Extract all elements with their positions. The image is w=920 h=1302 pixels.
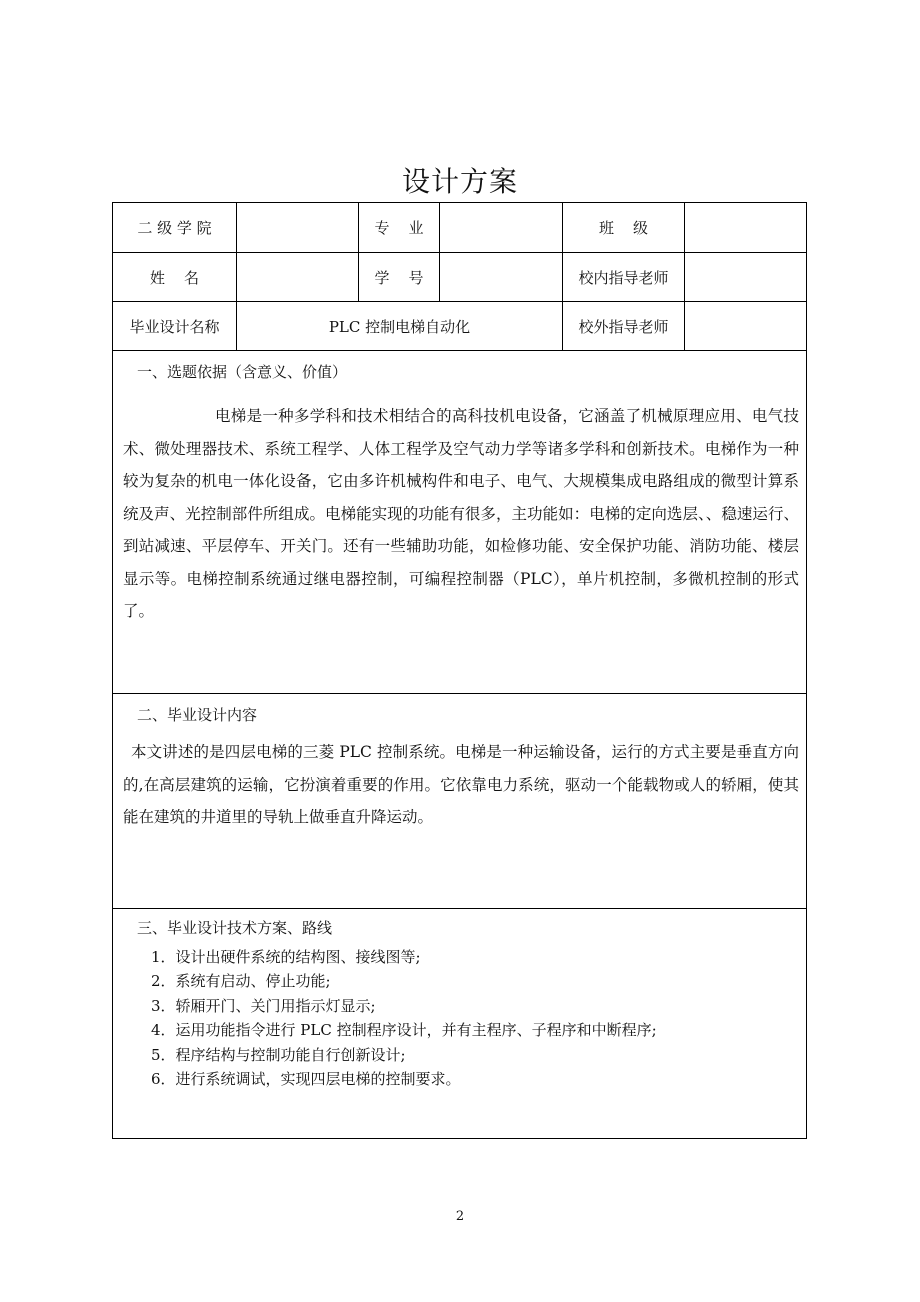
external-advisor-field[interactable] — [685, 302, 807, 350]
document-title: 设计方案 — [401, 165, 518, 198]
list-item: 3．轿厢开门、关门用指示灯显示; — [151, 996, 376, 1015]
internal-advisor-label: 校内指导老师 — [578, 268, 669, 287]
list-item: 6．进行系统调试，实现四层电梯的控制要求。 — [151, 1070, 461, 1089]
basis-heading: 一、选题依据（含意义、价值） — [137, 363, 348, 381]
major-field[interactable] — [440, 203, 562, 252]
plan-section — [113, 909, 806, 1138]
student-id-field[interactable] — [440, 253, 562, 301]
external-advisor-label: 校外指导老师 — [578, 317, 669, 336]
project-name-label: 毕业设计名称 — [129, 317, 220, 336]
internal-advisor-field[interactable] — [685, 253, 807, 301]
page-number: 2 — [455, 1209, 465, 1224]
content-body: 本文讲述的是四层电梯的三菱 PLC 控制系统。电梯是一种运输设备，运行的方式主要是垂直方向的,在高层建筑的运输，它扮演着重要的作用。它依靠电力系统，驱动一个能载物或人的轿厢，使其能在建筑的井道里的导轨上做垂直升降运动。 — [123, 743, 799, 826]
college-field[interactable] — [237, 203, 358, 252]
list-item: 5．程序结构与控制功能自行创新设计; — [151, 1045, 406, 1064]
content-heading: 二、毕业设计内容 — [137, 706, 258, 724]
basis-body: 电梯是一种多学科和技术相结合的高科技机电设备，它涵盖了机械原理应用、电气技术、微处理器技术、系统工程学、人体工程学及空气动力学等诸多学科和创新技术。电梯作为一种较为复杂的机电一体化设备，它由多许机械构件和电子、电气、大规模集成电路组成的微型计算系统及声、光控制部件所组成。电梯能实现的功能有很多，主功能如：电梯的定向选层、、稳速运行、到站减速、平层停车、开关门。还有一些辅助功能，如检修功能、安全保护功能、消防功能、楼层显示等。电梯控制系统通过继电器控制，可编程控制器（PLC），单片机控制，多微机控制的形式了。 — [123, 407, 799, 620]
section-divider — [113, 693, 806, 694]
project-name-field[interactable]: PLC 控制电梯自动化 — [328, 317, 471, 336]
plan-heading: 三、毕业设计技术方案、路线 — [137, 919, 333, 937]
class-label: 班 级 — [598, 219, 649, 237]
design-plan-form — [112, 202, 807, 1139]
student-id-label: 学 号 — [374, 268, 424, 287]
college-label: 二 级 学 院 — [137, 219, 212, 237]
plan-list — [151, 945, 657, 1091]
list-item: 2．系统有启动、停止功能; — [151, 972, 331, 991]
list-item: 4．运用功能指令进行 PLC 控制程序设计，并有主程序、子程序和中断程序; — [151, 1021, 657, 1040]
name-label: 姓 名 — [149, 268, 200, 287]
row-divider — [113, 350, 806, 351]
class-field[interactable] — [685, 203, 807, 252]
list-item: 1．设计出硬件系统的结构图、接线图等; — [151, 948, 421, 966]
major-label: 专 业 — [374, 219, 424, 237]
name-field[interactable] — [237, 253, 358, 301]
